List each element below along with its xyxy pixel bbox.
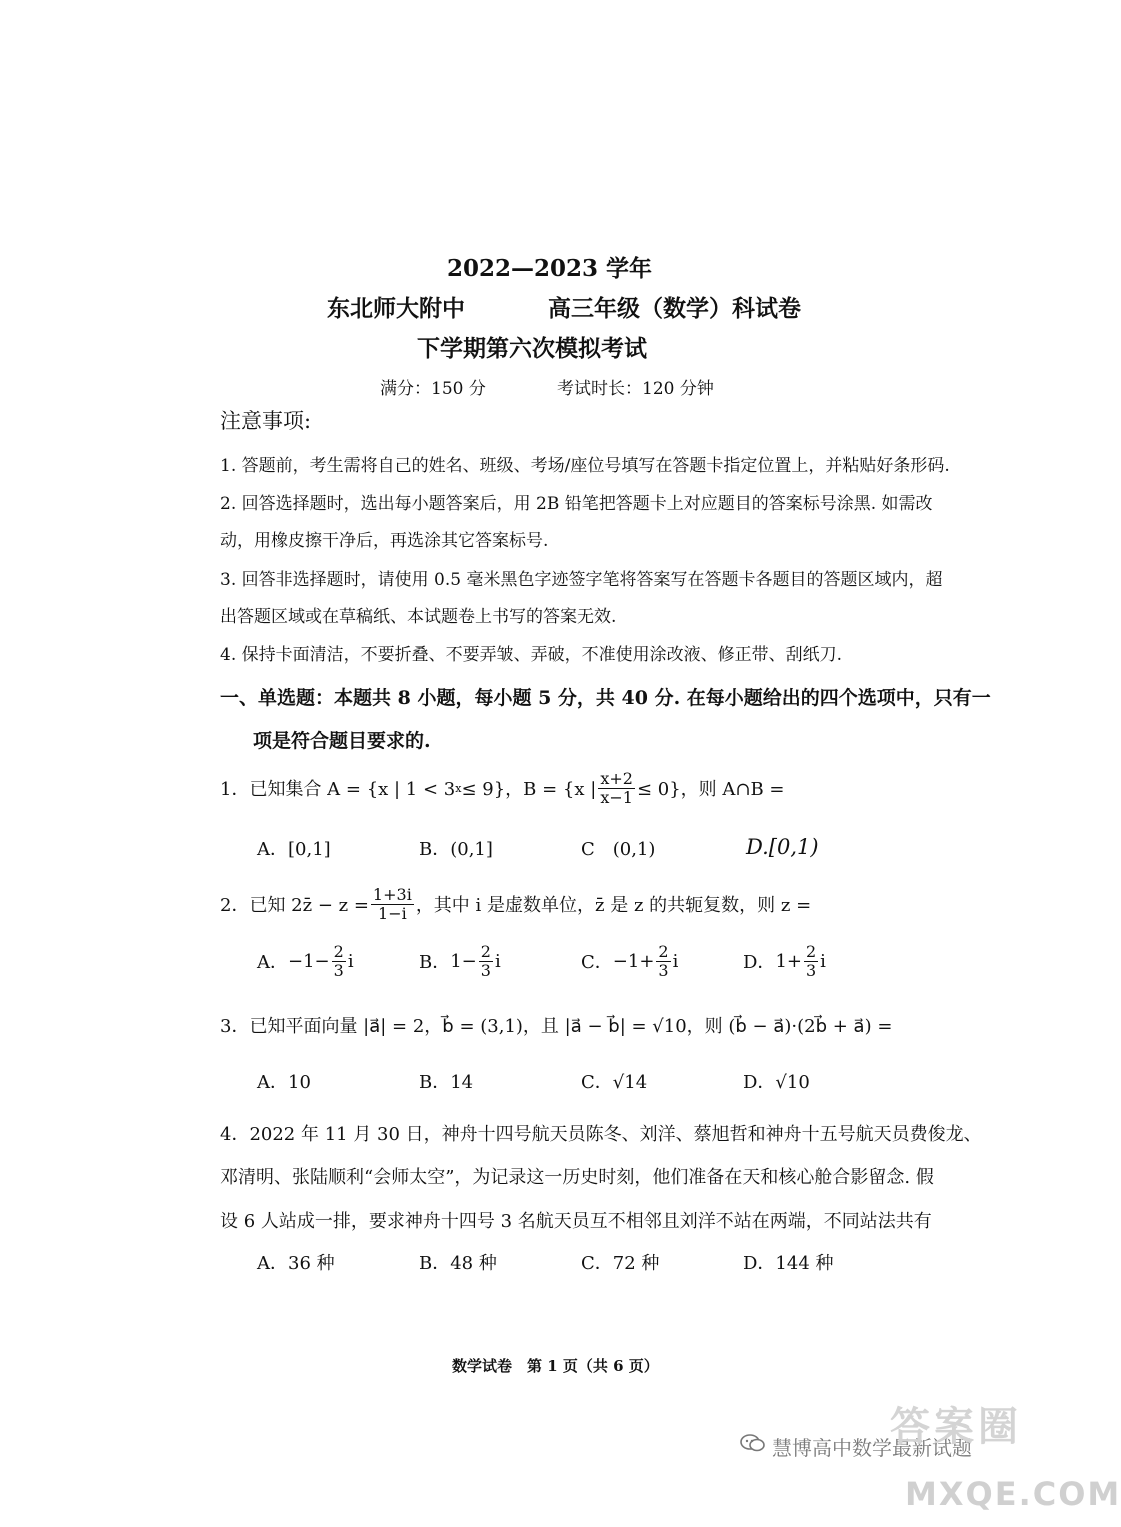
q4-option-d: D．144 种 [743,1253,834,1274]
wechat-icon [740,1433,766,1453]
q4-option-b: B．48 种 [419,1253,497,1274]
watermark-site: MXQE.COM [905,1475,1121,1513]
q1-option-d: D.[0,1) [746,835,819,859]
q1-fraction: $\frac{x+2}{x-1}$ [600,768,633,807]
section-heading: 一、单选题：本题共 8 小题，每小题 5 分，共 40 分. 在每小题给出的四个选项中，只有一 [220,687,991,709]
question-4-stem-line: 邓清明、张陆顺利“会师太空”，为记录这一历史时刻，他们准备在天和核心舱合影留念. 假 [220,1167,934,1188]
notice-rule: 4. 保持卡面清洁，不要折叠、不要弄皱、弄破，不准使用涂改液、修正带、刮纸刀. [220,645,843,665]
notice-rule: 出答题区域或在草稿纸、本试题卷上书写的答案无效. [220,607,617,627]
q1-option-c: C (0,1) [581,839,656,860]
q2-option-d: D． 1+ $\frac{2}{3}$ i [743,941,826,980]
school-name: 东北师大附中 [327,295,465,322]
q4-option-a: A．36 种 [257,1253,335,1274]
q1-option-b: B．(0,1] [419,839,493,860]
notice-rule: 3. 回答非选择题时，请使用 0.5 毫米黑色字迹签字笔将答案写在答题卡各题目的答题区域内，超 [220,570,943,590]
q2-option-b: B． 1− $\frac{2}{3}$ i [419,941,501,980]
watermark-stamp: 答案圈 [890,1404,1022,1450]
exam-duration: 考试时长：120 分钟 [557,379,714,399]
section-heading-cont: 项是符合题目要求的. [253,730,431,752]
question-4-stem-line: 4．2022 年 11 月 30 日，神舟十四号航天员陈冬、刘洋、蔡旭哲和神舟十五号航天员费俊龙、 [220,1124,982,1145]
question-2-stem: 2．已知 2z̄ − z = $\frac{1+3i}{1-i}$ ，其中 i 是虚数单位，z̄ 是 z 的共轭复数，则 z = [220,884,812,923]
page-footer: 数学试卷 第 1 页（共 6 页） [452,1357,659,1375]
q3-option-a: A．10 [257,1072,311,1093]
q3-option-b: B．14 [419,1072,474,1093]
q3-option-d: D．√10 [743,1072,810,1093]
q2-option-c: C． −1+ $\frac{2}{3}$ i [581,941,679,980]
q2-option-a: A． −1− $\frac{2}{3}$ i [257,941,354,980]
notice-rule: 1. 答题前，考生需将自己的姓名、班级、考场/座位号填写在答题卡指定位置上，并粘贴好条形码. [220,456,950,476]
exam-name: 高三年级（数学）科试卷 [548,295,801,322]
q2-fraction: $\frac{1+3i}{1-i}$ [372,884,412,923]
q3-option-c: C．√14 [581,1072,648,1093]
exam-year: 2022—2023 学年 [447,255,653,282]
q1-option-a: A．[0,1] [257,839,331,860]
full-score: 满分：150 分 [380,379,486,399]
q4-option-c: C．72 种 [581,1253,660,1274]
notice-rule: 动，用橡皮擦干净后，再选涂其它答案标号. [220,531,549,551]
notice-title: 注意事项: [220,409,312,433]
question-3-stem: 3．已知平面向量 |a⃗| = 2，b⃗ = (3,1)，且 |a⃗ − b⃗| = √10，则 (b⃗ − a⃗)·(2b⃗ + a⃗) = [220,1016,893,1037]
notice-rule: 2. 回答选择题时，选出每小题答案后，用 2B 铅笔把答题卡上对应题目的答案标号涂黑. 如需改 [220,494,933,514]
question-1-stem: 1．已知集合 A = {x | 1 < 3 x ≤ 9}，B = {x | $\frac{x+2}{x-1}$ ≤ 0}，则 A∩B = [220,768,785,807]
exam-term: 下学期第六次模拟考试 [417,335,647,362]
watermark-account: 慧博高中数学最新试题 [772,1436,972,1460]
question-4-stem-line: 设 6 人站成一排，要求神舟十四号 3 名航天员互不相邻且刘洋不站在两端，不同站法共有 [220,1211,932,1232]
